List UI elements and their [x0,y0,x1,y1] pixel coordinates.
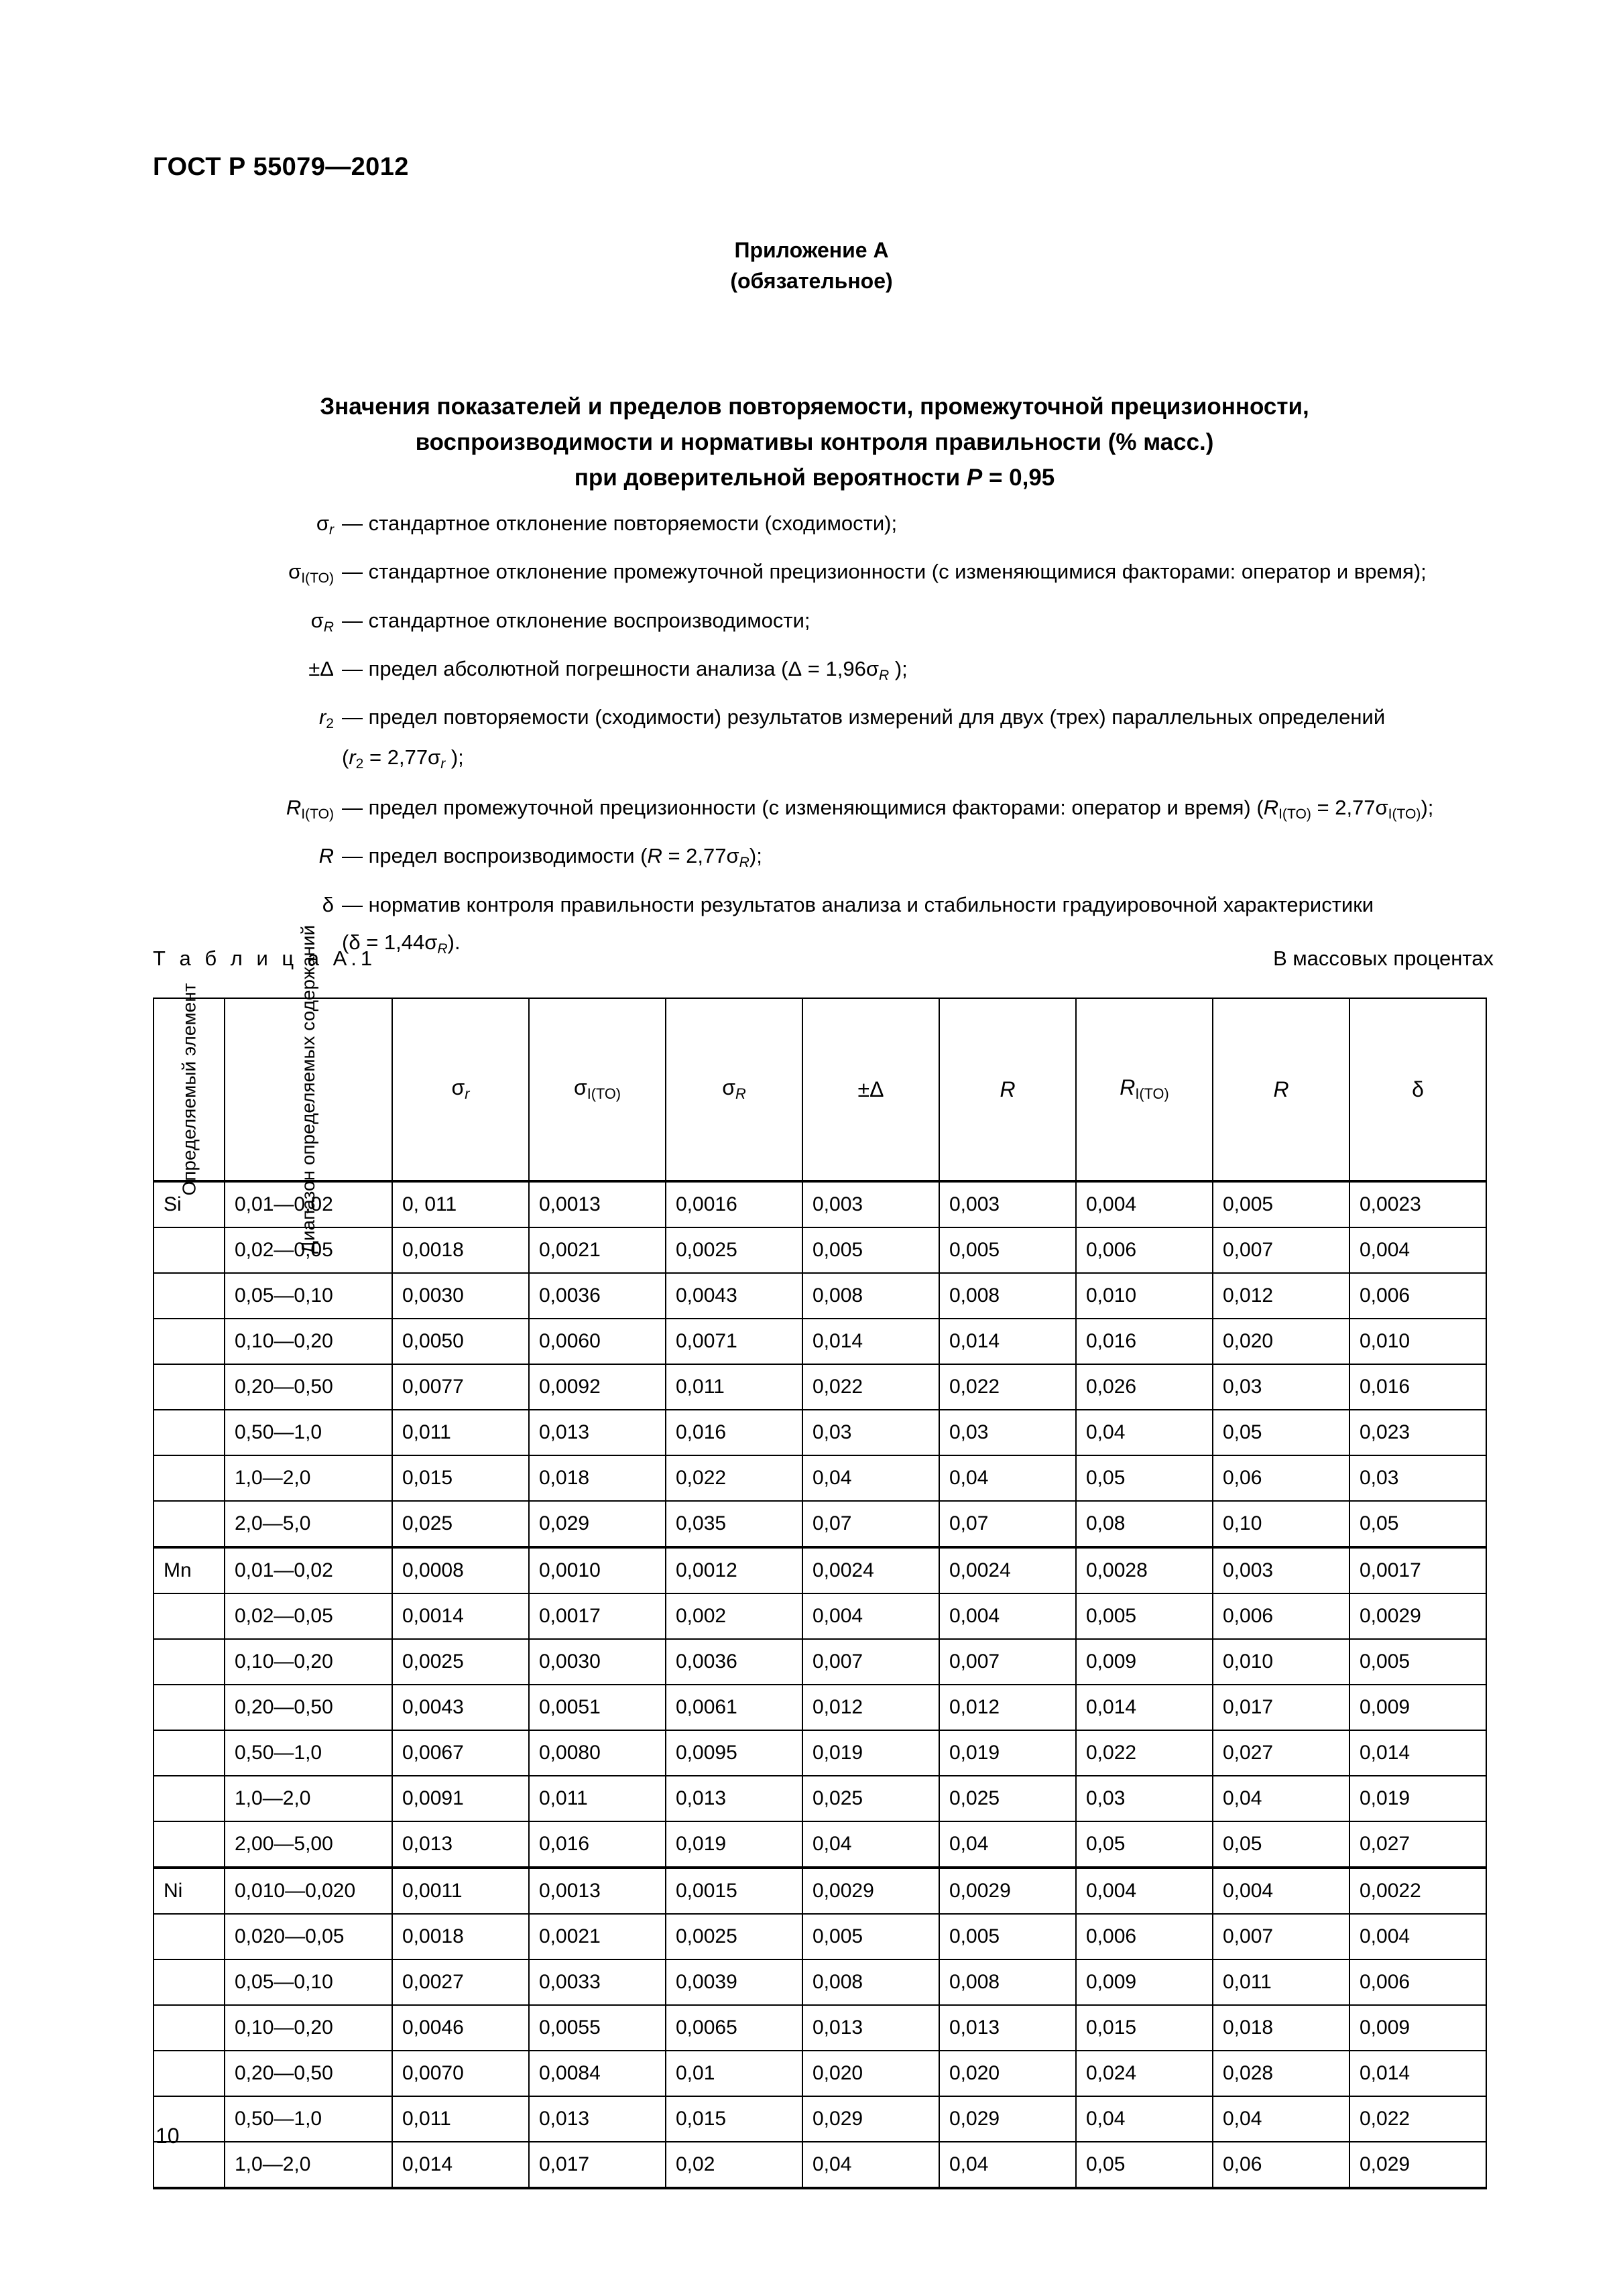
definition-item-big-r [153,842,1494,872]
cell-value: 0,06 [1213,2142,1349,2188]
definition-text: — предел воспроизводимости $(R = 2,77\sigma_R)$; [342,844,762,871]
column-header-delta-norm: δ [1349,998,1486,1181]
cell-value: 0,015 [1076,2005,1213,2051]
cell-value: 0,013 [392,1821,529,1868]
definition-text: — стандартное отклонение повторяемости (сходимости); [342,511,898,535]
table-row [154,1914,1486,1959]
cell-value: 0,009 [1349,2005,1486,2051]
column-header-r-ito: $R_{I(TO)}$ [1076,998,1213,1181]
definition-formula-delta: $(\delta = 1,44\sigma_R)$. [342,930,461,957]
cell-value: 0,0029 [939,1868,1076,1914]
cell-value: 0,002 [666,1593,802,1639]
cell-value: 0,0023 [1349,1181,1486,1227]
definitions-list [153,509,1494,959]
table-row [154,2142,1486,2188]
cell-value: 0,0033 [529,1959,666,2005]
cell-value: 0,011 [392,1410,529,1455]
cell-range: 1,0—2,0 [225,1455,392,1501]
cell-value: 0,0014 [392,1593,529,1639]
cell-value: 0,0011 [392,1868,529,1914]
cell-value: 0,03 [1076,1776,1213,1821]
definition-symbol: $\sigma_R$ [310,608,334,635]
cell-value: 0,026 [1076,1364,1213,1410]
cell-element [154,1501,225,1547]
definition-text: — предел повторяемости (сходимости) результатов измерений для двух (трех) параллельных определений [342,705,1386,729]
cell-value: 0,004 [1213,1868,1349,1914]
cell-value: 0,04 [1076,1410,1213,1455]
title-line-2: воспроизводимости и нормативы контроля правильности (% масс.) [415,429,1214,456]
definition-symbol: $\sigma_{I(TO)}$ [288,560,334,587]
title-line-3-post: = 0,95 [982,465,1055,491]
cell-value: 0,019 [666,1821,802,1868]
cell-value: 0,003 [939,1181,1076,1227]
cell-value: 0,06 [1213,1455,1349,1501]
cell-value: 0,018 [529,1455,666,1501]
cell-value: 0,0013 [529,1181,666,1227]
page-number: 10 [156,2124,180,2148]
cell-value: 0,03 [1349,1455,1486,1501]
table-row [154,2096,1486,2142]
cell-value: 0,0043 [392,1685,529,1730]
cell-value: 0,005 [1076,1593,1213,1639]
cell-value: 0,004 [1349,1227,1486,1273]
cell-value: 0,05 [1076,1821,1213,1868]
cell-element: Ni [154,1868,225,1914]
cell-value: 0,010 [1076,1273,1213,1319]
cell-value: 0,013 [529,2096,666,2142]
cell-value: 0,008 [939,1273,1076,1319]
cell-value: 0,07 [939,1501,1076,1547]
definition-text: — предел абсолютной погрешности анализа ($\Delta = 1,96\sigma_R$ ); [342,657,908,683]
cell-value: 0,0077 [392,1364,529,1410]
cell-value: 0,0071 [666,1319,802,1364]
cell-range: 0,01—0,02 [225,1181,392,1227]
cell-element [154,1455,225,1501]
table-row [154,1181,1486,1227]
cell-value: 0,007 [1213,1227,1349,1273]
cell-value: 0,0051 [529,1685,666,1730]
cell-value: 0,0013 [529,1868,666,1914]
column-header-sigma-r: $\sigma_r$ [392,998,529,1181]
cell-value: 0,010 [1349,1319,1486,1364]
cell-value: 0,012 [802,1685,939,1730]
cell-range: 0,20—0,50 [225,2051,392,2096]
cell-value: 0,019 [939,1730,1076,1776]
cell-value: 0,016 [666,1410,802,1455]
cell-value: 0,020 [939,2051,1076,2096]
cell-value: 0,017 [529,2142,666,2188]
cell-value: 0,07 [802,1501,939,1547]
cell-value: 0,0061 [666,1685,802,1730]
cell-value: 0,0010 [529,1547,666,1593]
cell-value: 0,004 [939,1593,1076,1639]
cell-range: 0,10—0,20 [225,1639,392,1685]
cell-element [154,1593,225,1639]
cell-range: 0,05—0,10 [225,1959,392,2005]
cell-value: 0,014 [1349,2051,1486,2096]
cell-value: 0,025 [939,1776,1076,1821]
cell-value: 0,0025 [392,1639,529,1685]
definition-text: — стандартное отклонение промежуточной прецизионности (с изменяющимися факторами: оператор и время); [342,560,1427,584]
cell-value: 0,003 [1213,1547,1349,1593]
cell-value: 0,004 [802,1593,939,1639]
cell-range: 0,010—0,020 [225,1868,392,1914]
definition-item-rito [153,794,1494,824]
cell-value: 0,009 [1076,1639,1213,1685]
cell-value: 0,013 [666,1776,802,1821]
cell-value: 0,027 [1213,1730,1349,1776]
cell-value: 0,04 [939,2142,1076,2188]
definition-text: — норматив контроля правильности результатов анализа и стабильности градуировочной характеристики [342,892,1374,916]
cell-range: 1,0—2,0 [225,2142,392,2188]
cell-value: 0,005 [802,1227,939,1273]
title-line-3-pre: при доверительной вероятности [574,465,967,491]
column-header-r-big: R [1213,998,1349,1181]
cell-value: 0,0029 [1349,1593,1486,1639]
cell-value: 0,020 [1213,1319,1349,1364]
cell-value: 0,005 [939,1914,1076,1959]
table-row [154,1273,1486,1319]
cell-value: 0,007 [939,1639,1076,1685]
cell-value: 0,029 [1349,2142,1486,2188]
cell-element [154,1914,225,1959]
annex-heading [0,235,1623,297]
cell-value: 0,03 [939,1410,1076,1455]
cell-value: 0,0027 [392,1959,529,2005]
cell-range: 0,05—0,10 [225,1273,392,1319]
cell-value: 0,01 [666,2051,802,2096]
cell-value: 0,04 [1213,2096,1349,2142]
cell-value: 0,04 [802,2142,939,2188]
cell-value: 0,0060 [529,1319,666,1364]
title-line-3 [201,460,1428,495]
title-line-1: Значения показателей и пределов повторяемости, промежуточной прецизионности, [320,394,1309,420]
cell-value: 0,019 [802,1730,939,1776]
cell-value: 0,027 [1349,1821,1486,1868]
cell-value: 0,006 [1076,1227,1213,1273]
cell-value: 0,0029 [802,1868,939,1914]
column-header-range-label: Диапазон определяемых содержаний [297,924,318,1254]
cell-value: 0,012 [1213,1273,1349,1319]
cell-value: 0,0022 [1349,1868,1486,1914]
definition-symbol: $r_2$ [318,705,334,732]
cell-range: 0,01—0,02 [225,1547,392,1593]
cell-value: 0,04 [802,1455,939,1501]
definition-symbol: R [318,844,334,868]
annex-label: Приложение А [734,238,889,262]
table-row [154,1547,1486,1593]
table-row [154,1501,1486,1547]
cell-value: 0,022 [1076,1730,1213,1776]
cell-value: 0,013 [529,1410,666,1455]
cell-element [154,1821,225,1868]
column-header-element-label: Определяемый элемент [178,983,199,1196]
cell-element [154,1730,225,1776]
cell-value: 0,04 [939,1455,1076,1501]
definition-item-sigma-ito [153,558,1494,588]
cell-value: 0,0030 [392,1273,529,1319]
annex-kind: (обязательное) [730,269,893,294]
cell-value: 0,0021 [529,1914,666,1959]
definition-item-sigma-big-r [153,607,1494,637]
cell-range: 0,10—0,20 [225,2005,392,2051]
cell-value: 0,025 [802,1776,939,1821]
cell-range: 0,50—1,0 [225,1410,392,1455]
cell-value: 0,024 [1076,2051,1213,2096]
cell-element [154,1685,225,1730]
cell-range: 1,0—2,0 [225,1776,392,1821]
cell-value: 0,0070 [392,2051,529,2096]
definition-text: — стандартное отклонение воспроизводимости; [342,608,810,632]
column-header-element [154,983,225,1196]
cell-value: 0,028 [1213,2051,1349,2096]
table-row [154,1685,1486,1730]
cell-range: 0,02—0,05 [225,1593,392,1639]
cell-element [154,1227,225,1273]
definition-formula-r2: ($r_2 = 2,77\sigma_r$ ); [342,745,464,772]
cell-value: 0,025 [392,1501,529,1547]
definition-item-delta [153,891,1494,919]
cell-element [154,2051,225,2096]
cell-value: 0,029 [529,1501,666,1547]
table-row [154,1730,1486,1776]
cell-value: 0,05 [1076,2142,1213,2188]
cell-value: 0,0025 [666,1914,802,1959]
cell-value: 0,0016 [666,1181,802,1227]
cell-value: 0,0046 [392,2005,529,2051]
cell-value: 0,04 [1076,2096,1213,2142]
table-row [154,1959,1486,2005]
table-row [154,1410,1486,1455]
cell-value: 0,0012 [666,1547,802,1593]
cell-element [154,2142,225,2188]
cell-element [154,2005,225,2051]
cell-element [154,1410,225,1455]
cell-value: 0,0015 [666,1868,802,1914]
cell-value: 0,0043 [666,1273,802,1319]
cell-value: 0,013 [939,2005,1076,2051]
cell-value: 0,018 [1213,2005,1349,2051]
table-header-row [154,998,1486,1181]
table-units-note: В массовых процентах [1273,947,1494,970]
cell-value: 0,0067 [392,1730,529,1776]
cell-value: 0,014 [392,2142,529,2188]
table-row [154,1821,1486,1868]
cell-value: 0,005 [1213,1181,1349,1227]
cell-value: 0,015 [666,2096,802,2142]
cell-value: 0,022 [802,1364,939,1410]
cell-value: 0,0050 [392,1319,529,1364]
cell-range: 0,020—0,05 [225,1914,392,1959]
cell-value: 0,012 [939,1685,1076,1730]
cell-value: 0,005 [802,1914,939,1959]
cell-value: 0,0030 [529,1639,666,1685]
cell-value: 0,0036 [666,1639,802,1685]
cell-value: 0,006 [1213,1593,1349,1639]
cell-value: 0,007 [1213,1914,1349,1959]
cell-value: 0,0017 [529,1593,666,1639]
cell-value: 0,008 [802,1273,939,1319]
cell-value: 0,019 [1349,1776,1486,1821]
table-row [154,1593,1486,1639]
cell-value: 0,0092 [529,1364,666,1410]
cell-element [154,1959,225,2005]
cell-value: 0,0084 [529,2051,666,2096]
table-row [154,1776,1486,1821]
cell-element [154,1273,225,1319]
cell-value: 0,006 [1349,1273,1486,1319]
cell-value: 0,0091 [392,1776,529,1821]
definition-item-delta-limit [153,655,1494,685]
cell-value: 0,05 [1076,1455,1213,1501]
cell-value: 0,014 [1349,1730,1486,1776]
probability-symbol: P [966,465,983,491]
cell-value: 0,003 [802,1181,939,1227]
cell-value: 0,011 [666,1364,802,1410]
cell-value: 0,04 [1213,1776,1349,1821]
table-row [154,1639,1486,1685]
table-row [154,2051,1486,2096]
table-row [154,1227,1486,1273]
column-header-sigma-ito: $\sigma_{I(TO)}$ [529,998,666,1181]
definition-symbol: $\sigma_r$ [316,511,334,538]
table-row [154,1455,1486,1501]
table-body [154,1181,1486,2188]
cell-value: 0,0025 [666,1227,802,1273]
cell-value: 0,0024 [802,1547,939,1593]
cell-value: 0,0024 [939,1547,1076,1593]
cell-value: 0,006 [1349,1959,1486,2005]
cell-value: 0,008 [802,1959,939,2005]
page-title [201,389,1428,496]
cell-element [154,1639,225,1685]
cell-range: 0,20—0,50 [225,1685,392,1730]
cell-value: 0,0018 [392,1227,529,1273]
cell-value: 0,0017 [1349,1547,1486,1593]
cell-value: 0,0036 [529,1273,666,1319]
table-row [154,1319,1486,1364]
column-header-delta: ±Δ [802,998,939,1181]
cell-value: 0,015 [392,1455,529,1501]
cell-value: 0,010 [1213,1639,1349,1685]
cell-value: 0,013 [802,2005,939,2051]
table-caption [153,947,1494,971]
cell-value: 0,10 [1213,1501,1349,1547]
cell-value: 0,0008 [392,1547,529,1593]
cell-range: 0,02—0,05 [225,1227,392,1273]
cell-value: 0,016 [529,1821,666,1868]
cell-range: 0,50—1,0 [225,2096,392,2142]
cell-value: 0,011 [1213,1959,1349,2005]
cell-value: 0,014 [1076,1685,1213,1730]
table-row [154,1364,1486,1410]
definition-item-r2 [153,703,1494,733]
cell-value: 0,05 [1349,1501,1486,1547]
cell-value: 0,004 [1349,1914,1486,1959]
cell-element [154,1364,225,1410]
cell-value: 0,006 [1076,1914,1213,1959]
cell-value: 0,020 [802,2051,939,2096]
cell-range: 2,0—5,0 [225,1501,392,1547]
cell-value: 0,02 [666,2142,802,2188]
table-row [154,2005,1486,2051]
definition-item-sigma-r [153,509,1494,540]
cell-value: 0,005 [1349,1639,1486,1685]
cell-value: 0,022 [939,1364,1076,1410]
cell-value: 0,022 [666,1455,802,1501]
definition-symbol: $R_{I(TO)}$ [286,796,334,822]
cell-value: 0,009 [1349,1685,1486,1730]
cell-value: 0,0039 [666,1959,802,2005]
cell-value: 0,014 [802,1319,939,1364]
cell-value: 0,05 [1213,1410,1349,1455]
cell-value: 0,011 [392,2096,529,2142]
cell-value: 0,004 [1076,1868,1213,1914]
cell-value: 0,011 [529,1776,666,1821]
column-header-r-small: R [939,998,1076,1181]
definition-symbol: δ [322,892,334,916]
cell-range: 2,00—5,00 [225,1821,392,1868]
cell-value: 0,009 [1076,1959,1213,2005]
cell-value: 0,03 [802,1410,939,1455]
table-caption-label: Т а б л и ц а А.1 [153,947,377,970]
cell-value: 0,0055 [529,2005,666,2051]
cell-range: 0,10—0,20 [225,1319,392,1364]
definition-symbol: ±Δ [308,657,334,681]
cell-value: 0,008 [939,1959,1076,2005]
cell-value: 0,05 [1213,1821,1349,1868]
cell-value: 0,035 [666,1501,802,1547]
definition-text: — предел промежуточной прецизионности (с изменяющимися факторами: оператор и время) $(R_{I(TO)} = 2,77\sigma_{I(TO)})$; [342,796,1434,822]
cell-value: 0, 011 [392,1181,529,1227]
cell-value: 0,0028 [1076,1547,1213,1593]
standard-number-header: ГОСТ Р 55079—2012 [153,153,409,181]
cell-element [154,1776,225,1821]
cell-value: 0,029 [939,2096,1076,2142]
cell-value: 0,0065 [666,2005,802,2051]
cell-value: 0,007 [802,1639,939,1685]
cell-value: 0,023 [1349,1410,1486,1455]
cell-value: 0,08 [1076,1501,1213,1547]
cell-value: 0,004 [1076,1181,1213,1227]
cell-value: 0,0021 [529,1227,666,1273]
cell-value: 0,022 [1349,2096,1486,2142]
cell-value: 0,0080 [529,1730,666,1776]
cell-value: 0,014 [939,1319,1076,1364]
cell-value: 0,0018 [392,1914,529,1959]
cell-value: 0,016 [1076,1319,1213,1364]
cell-value: 0,03 [1213,1364,1349,1410]
column-header-sigma-big-r: $\sigma_R$ [666,998,802,1181]
cell-element: Si [154,1181,225,1227]
cell-range: 0,20—0,50 [225,1364,392,1410]
cell-value: 0,017 [1213,1685,1349,1730]
cell-value: 0,04 [939,1821,1076,1868]
table-row [154,1868,1486,1914]
cell-value: 0,016 [1349,1364,1486,1410]
cell-value: 0,005 [939,1227,1076,1273]
cell-element [154,1319,225,1364]
cell-value: 0,029 [802,2096,939,2142]
cell-value: 0,0095 [666,1730,802,1776]
cell-value: 0,04 [802,1821,939,1868]
cell-range: 0,50—1,0 [225,1730,392,1776]
cell-element: Mn [154,1547,225,1593]
